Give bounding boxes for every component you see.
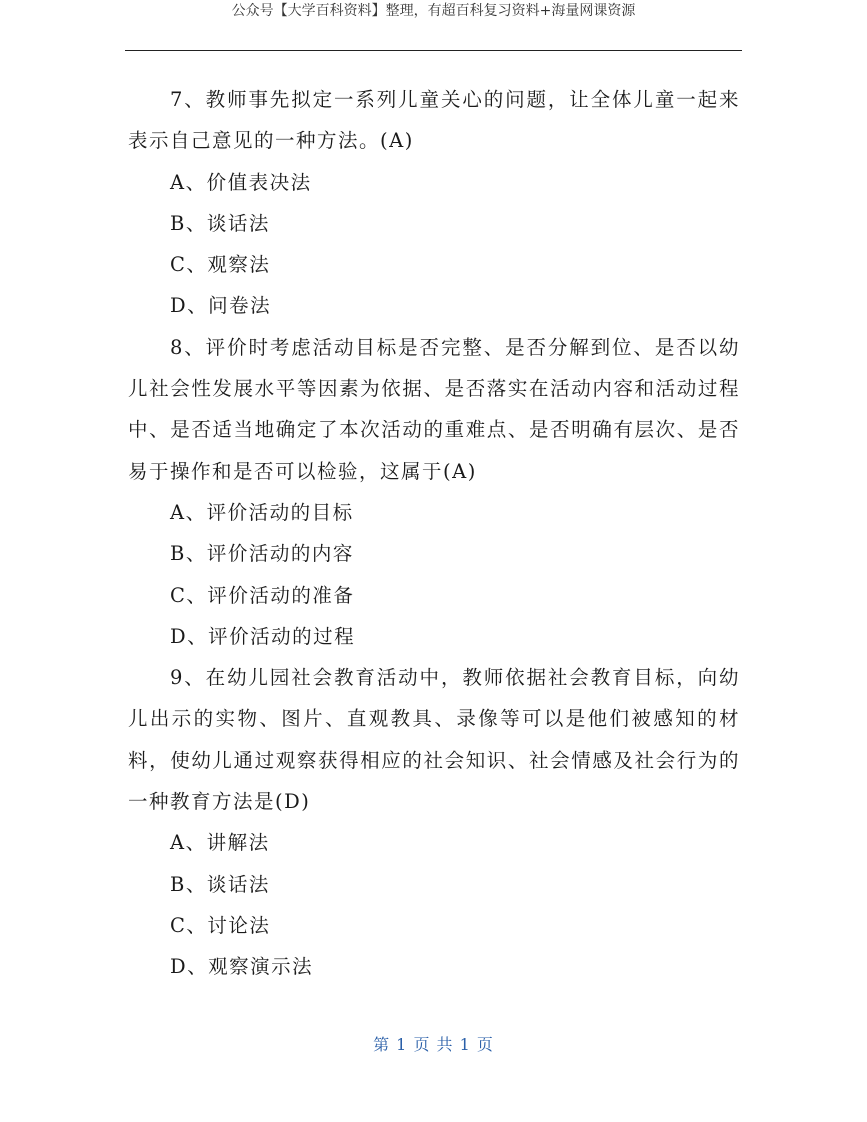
- question-block: [128, 79, 740, 327]
- answer-option: A、价值表决法: [170, 170, 312, 194]
- question-stem: 9、在幼儿园社会教育活动中，教师依据社会教育目标，向幼儿出示的实物、图片、直观教具、录像等可以是他们被感知的材料，使幼儿通过观察获得相应的社会知识、社会情感及社会行为的一种教育方法是(D): [128, 666, 740, 814]
- page-number-footer: 第 1 页 共 1 页: [373, 1035, 494, 1054]
- answer-option: B、评价活动的内容: [170, 542, 354, 566]
- answer-option: D、评价活动的过程: [170, 624, 356, 648]
- answer-option: A、评价活动的目标: [170, 500, 354, 524]
- answer-option: B、谈话法: [170, 211, 270, 235]
- answer-option: A、讲解法: [170, 831, 270, 855]
- answer-option: D、问卷法: [170, 294, 272, 318]
- answer-option: C、讨论法: [170, 913, 271, 937]
- header-divider: [125, 50, 742, 51]
- question-block: [128, 327, 740, 657]
- answer-option: D、观察演示法: [170, 955, 314, 979]
- question-block: [128, 657, 740, 987]
- question-stem: 8、评价时考虑活动目标是否完整、是否分解到位、是否以幼儿社会性发展水平等因素为依据、是否落实在活动内容和活动过程中、是否适当地确定了本次活动的重难点、是否明确有层次、是否易于操作和是否可以检验，这属于(A): [128, 335, 740, 483]
- page-header: 公众号【大学百科资料】整理，有超百科复习资料+海量网课资源: [231, 3, 636, 19]
- answer-option: C、评价活动的准备: [170, 583, 355, 607]
- document-body: [128, 79, 740, 988]
- answer-option: B、谈话法: [170, 872, 270, 896]
- question-stem: 7、教师事先拟定一系列儿童关心的问题，让全体儿童一起来表示自己意见的一种方法。(A): [128, 88, 740, 153]
- answer-option: C、观察法: [170, 253, 271, 277]
